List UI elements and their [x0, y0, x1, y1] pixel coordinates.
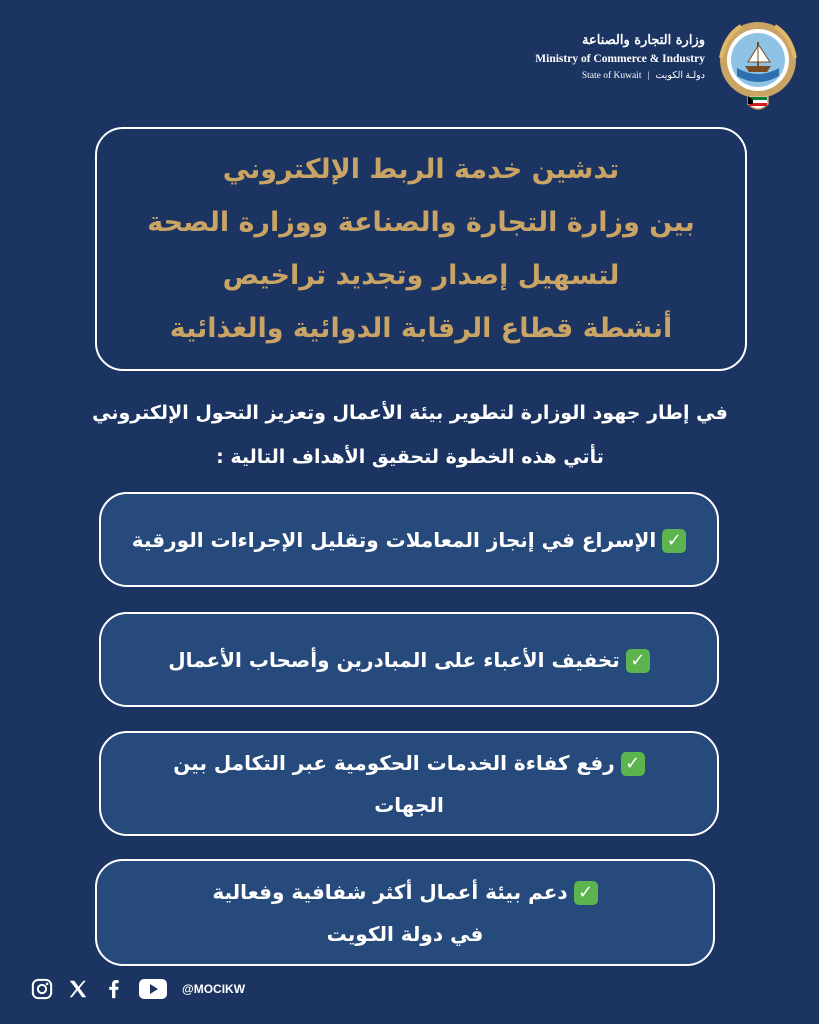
goal-line-1: الإسراع في إنجاز المعاملات وتقليل الإجراءات الورقية: [131, 527, 657, 552]
goal-text: [173, 742, 644, 784]
goal-line-1: تخفيف الأعباء على المبادرين وأصحاب الأعمال: [168, 647, 620, 672]
goal-line-2: في دولة الكويت: [326, 921, 484, 946]
instagram-icon[interactable]: [30, 977, 54, 1001]
title-line-4: أنشطة قطاع الرقابة الدوائية والغذائية: [169, 313, 673, 344]
title-line-2: بين وزارة التجارة والصناعة ووزارة الصحة: [147, 207, 695, 238]
header: [381, 18, 801, 118]
title-box: [95, 127, 747, 371]
goal-line-1: دعم بيئة أعمال أكثر شفافية وفعالية: [212, 879, 568, 904]
title-line-3: لتسهيل إصدار وتجديد تراخيص: [222, 260, 620, 291]
state-line: State of Kuwait | دولـة الكويت: [581, 71, 705, 81]
youtube-icon[interactable]: [138, 977, 168, 1001]
check-icon: ✓: [626, 649, 650, 673]
goal-text: [132, 519, 686, 561]
kuwait-emblem-icon: [715, 18, 801, 114]
social-handle[interactable]: @MOCIKW: [182, 982, 246, 996]
goal-text: [212, 871, 597, 913]
check-icon: ✓: [621, 752, 645, 776]
goal-line-1: رفع كفاءة الخدمات الحكومية عبر التكامل بين: [173, 750, 615, 775]
state-en: State of Kuwait: [581, 71, 642, 81]
ministry-name-en: Ministry of Commerce & Industry: [535, 53, 705, 65]
check-icon: ✓: [662, 529, 686, 553]
state-ar: دولـة الكويت: [655, 71, 705, 81]
ministry-name-ar: وزارة التجارة والصناعة: [582, 33, 705, 48]
intro-line-1: في إطار جهود الوزارة لتطوير بيئة الأعمال وتعزيز التحول الإلكتروني: [92, 402, 728, 424]
goal-line-2: الجهات: [374, 792, 444, 817]
facebook-icon[interactable]: [102, 977, 126, 1001]
goal-item-2: [99, 612, 719, 707]
goal-item-1: [99, 492, 719, 587]
goal-item-3: [99, 731, 719, 836]
x-icon[interactable]: [66, 977, 90, 1001]
goal-item-4: [95, 859, 715, 966]
goal-text: [168, 639, 650, 681]
intro-line-2: تأتي هذه الخطوة لتحقيق الأهداف التالية :: [216, 446, 604, 468]
social-footer: [30, 974, 245, 1004]
check-icon: ✓: [574, 881, 598, 905]
title-line-1: تدشين خدمة الربط الإلكتروني: [222, 154, 620, 185]
ministry-name: [535, 32, 705, 84]
